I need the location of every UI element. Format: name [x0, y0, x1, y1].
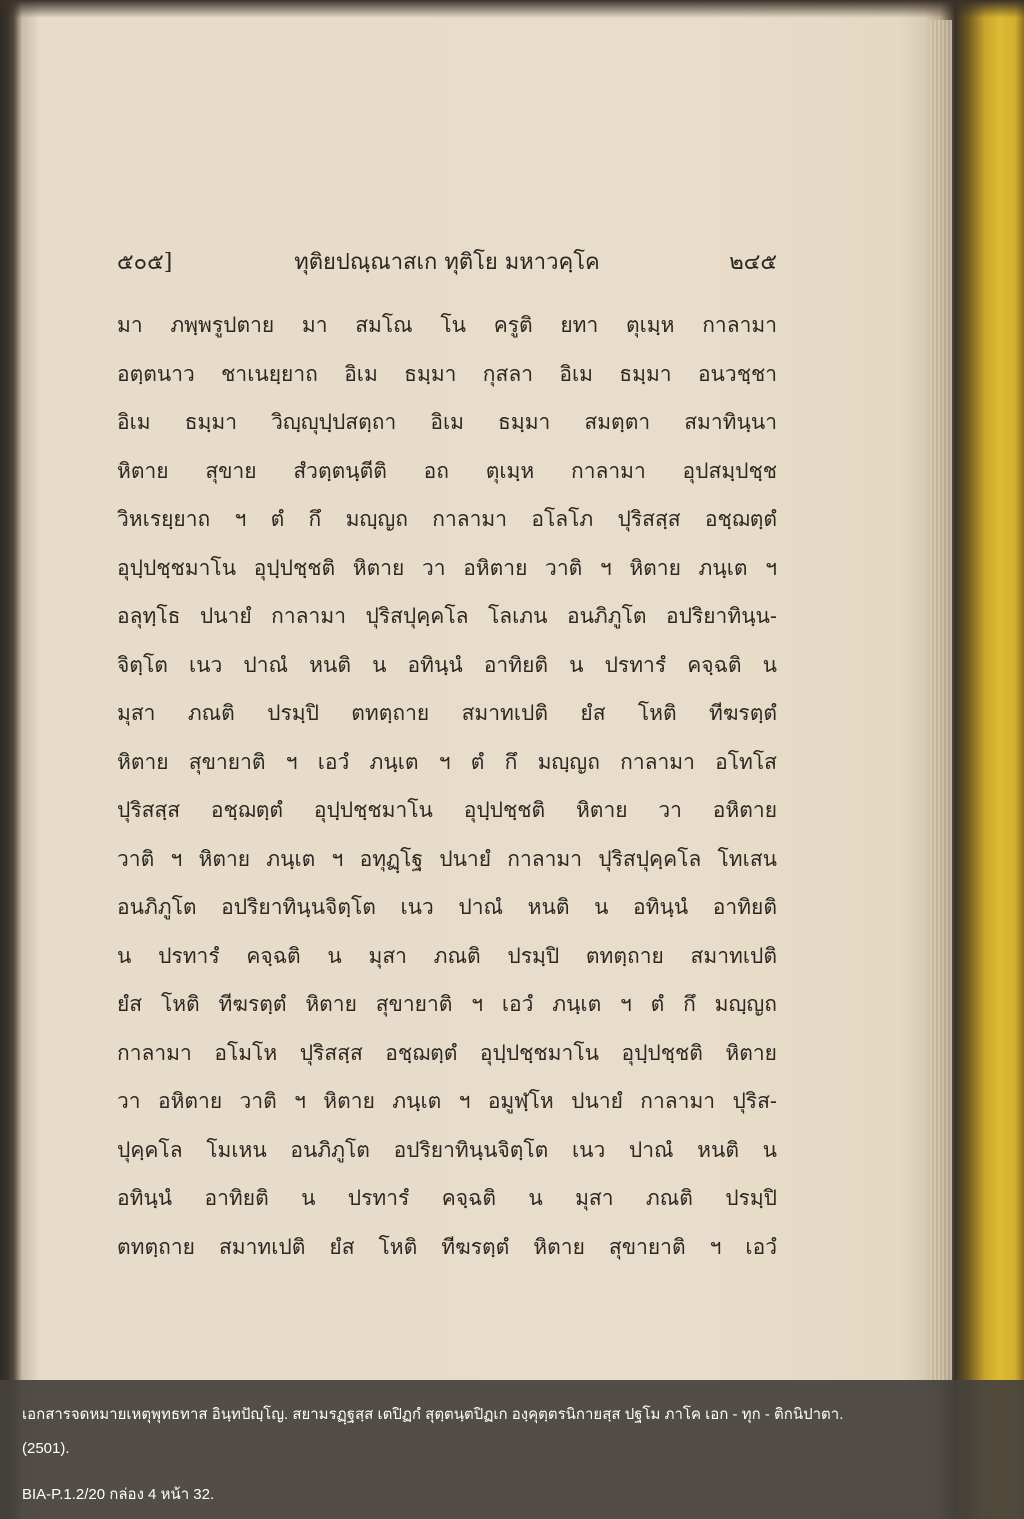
text-line: มา ภพฺพรูปตาย มา สมโณ โน ครูติ ยทา ตุเมฺห กาลามา — [117, 313, 777, 337]
text-line: อลุทฺโธ ปนายํ กาลามา ปุริสปุคฺคโล โลเภน อนภิภูโต อปริยาทินฺน- — [117, 604, 777, 628]
text-line: หิตาย สุขาย สํวตฺตนฺตีติ อถ ตุเมฺห กาลามา อุปสมฺปชฺช — [117, 458, 777, 483]
text-line: น ปรทารํ คจฺฉติ น มุสา ภณติ ปรมฺปิ ตทตฺถาย สมาทเปติ — [117, 943, 777, 968]
text-line: ปุคฺคโล โมเหน อนภิภูโต อปริยาทินฺนจิตฺโต เนว ปาณํ หนติ น — [117, 1137, 777, 1162]
text-line: กาลามา อโมโห ปุริสสฺส อชฺฌตฺตํ อุปฺปชฺชมาโน อุปฺปชฺชติ หิตาย — [117, 1040, 777, 1065]
text-line: อุปฺปชฺชมาโน อุปฺปชฺชติ หิตาย วา อหิตาย วาติ ฯ หิตาย ภนฺเต ฯ — [117, 555, 777, 580]
text-line: อนภิภูโต อปริยาทินฺนจิตฺโต เนว ปาณํ หนติ น อทินฺนํ อาทิยติ — [117, 895, 777, 919]
text-line: อทินฺนํ อาทิยติ น ปรทารํ คจฺฉติ น มุสา ภณติ ปรมฺปิ — [117, 1186, 777, 1210]
running-title: ทุติยปณฺณาสเก ทุติโย มหาวคฺโค — [294, 250, 600, 275]
text-line: หิตาย สุขายาติ ฯ เอวํ ภนฺเต ฯ ตํ กึ มญฺญถ กาลามา อโทโส — [117, 749, 777, 774]
running-header — [117, 244, 777, 280]
page-number: ๒๔๕ — [729, 250, 777, 275]
text-line: วิหเรยฺยาถ ฯ ตํ กึ มญฺญถ กาลามา อโลโภ ปุริสสฺส อชฺฌตฺตํ — [117, 507, 777, 531]
text-line: ตทตฺถาย สมาทเปติ ยํส โหติ ทีฆรตฺตํ หิตาย สุขายาติ ฯ เอวํ — [117, 1234, 777, 1259]
page-edges — [930, 20, 952, 1380]
text-line: อตฺตนาว ชาเนยฺยาถ อิเม ธมฺมา กุสลา อิเม ธมฺมา อนวชฺชา — [117, 361, 777, 386]
text-line: วาติ ฯ หิตาย ภนฺเต ฯ อทุฏฺโฐ ปนายํ กาลามา ปุริสปุคฺคโล โทเสน — [117, 846, 777, 871]
caption-overlay — [0, 1380, 1024, 1519]
text-line: วา อหิตาย วาติ ฯ หิตาย ภนฺเต ฯ อมูฬฺโห ปนายํ กาลามา ปุริส- — [117, 1089, 777, 1113]
caption-reference: BIA-P.1.2/20 กล่อง 4 หน้า 32. — [22, 1486, 215, 1503]
text-line: จิตฺโต เนว ปาณํ หนติ น อทินฺนํ อาทิยติ น ปรทารํ คจฺฉติ น — [117, 652, 777, 677]
section-number: ๕๐๕] — [117, 250, 173, 275]
text-line: ยํส โหติ ทีฆรตฺตํ หิตาย สุขายาติ ฯ เอวํ ภนฺเต ฯ ตํ กึ มญฺญถ — [117, 992, 777, 1016]
text-line: ปุริสสฺส อชฺฌตฺตํ อุปฺปชฺชมาโน อุปฺปชฺชติ หิตาย วา อหิตาย — [117, 798, 777, 822]
text-line: มุสา ภณติ ปรมฺปิ ตทตฺถาย สมาทเปติ ยํส โหติ ทีฆรตฺตํ — [117, 701, 777, 725]
text-line: อิเม ธมฺมา วิญฺญุปฺปสตฺถา อิเม ธมฺมา สมตฺตา สมาทินฺนา — [117, 410, 777, 434]
body-text — [117, 308, 777, 1278]
page-area — [22, 12, 932, 1392]
caption-year: (2501). — [22, 1440, 70, 1457]
caption-title: เอกสารจดหมายเหตุพุทธทาส อินฺทปัญฺโญ. สยามรฏฺฐสฺส เตปิฏกํ สุตฺตนฺตปิฏเก องฺคุตฺตรนิกายสฺส ปฐโม ภาโค เอก - ทุก - ติกนิปาตา. — [22, 1406, 844, 1423]
